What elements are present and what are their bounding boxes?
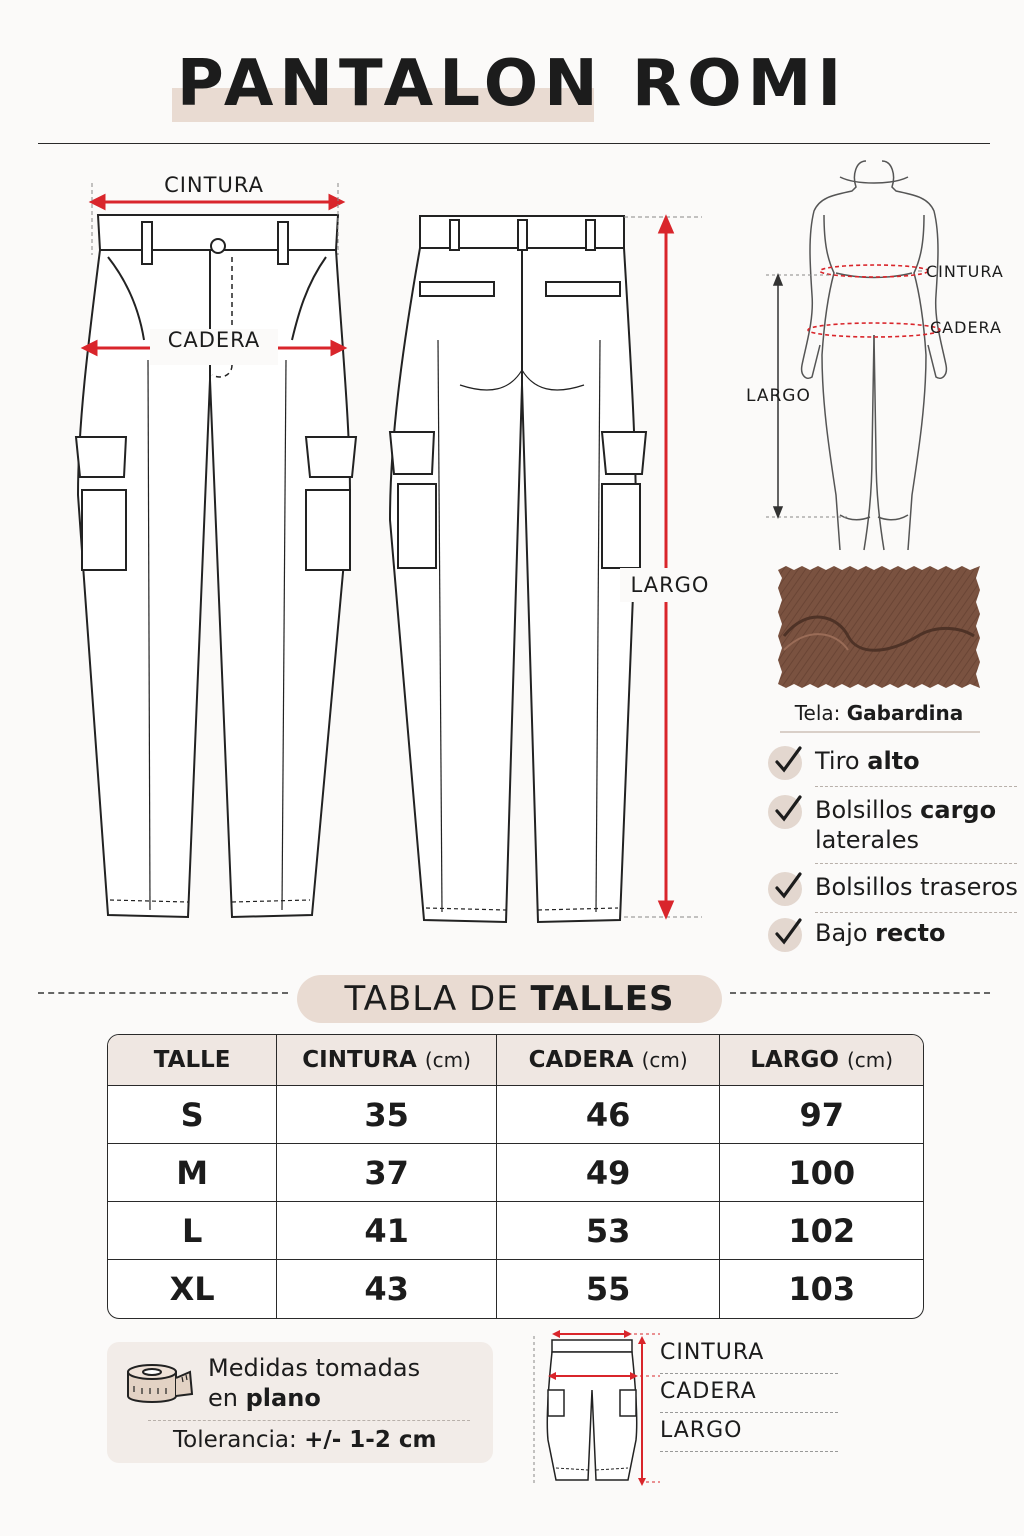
size-table-title	[297, 975, 722, 1023]
title-part-1: PANTALON	[176, 47, 604, 121]
section-divider-left	[38, 992, 288, 994]
waist-cell: 43	[277, 1260, 497, 1318]
table-title-bold: TALLES	[530, 979, 675, 1019]
measuring-tape-icon	[120, 1356, 196, 1412]
mini-label-divider	[660, 1373, 838, 1374]
body-figure-drawing	[740, 155, 1024, 555]
feature-text: Bajo recto	[815, 919, 946, 947]
size-cell: XL	[108, 1260, 277, 1318]
check-icon	[768, 872, 802, 906]
length-cell: 97	[720, 1086, 923, 1144]
fabric-swatch	[778, 566, 980, 692]
figure-hip-label: CADERA	[930, 318, 1002, 337]
column-header: TALLE	[108, 1035, 277, 1086]
note-line-1: Medidas tomadas	[208, 1354, 421, 1382]
front-view-drawing	[60, 165, 370, 945]
table-title-light: TABLA DE	[344, 979, 519, 1019]
mini-waist-label: CINTURA	[660, 1340, 765, 1365]
mini-length-label: LARGO	[660, 1418, 743, 1443]
front-hip-label: CADERA	[167, 328, 261, 352]
column-header: LARGO (cm)	[720, 1035, 923, 1086]
check-icon	[768, 746, 802, 780]
size-cell: L	[108, 1202, 277, 1260]
size-table	[107, 1034, 924, 1319]
table-header-row	[108, 1035, 923, 1086]
table-row	[108, 1144, 923, 1202]
check-icon	[768, 918, 802, 952]
feature-divider	[815, 786, 1017, 787]
hip-cell: 55	[497, 1260, 721, 1318]
back-view-drawing	[380, 200, 720, 940]
length-cell: 103	[788, 1270, 856, 1308]
mini-label-divider	[660, 1451, 838, 1452]
front-waist-label: CINTURA	[164, 173, 264, 197]
feature-text: Bolsillos cargo laterales	[815, 796, 997, 854]
mini-hip-label: CADERA	[660, 1379, 757, 1404]
size-cell: M	[108, 1144, 277, 1202]
check-icon	[768, 795, 802, 829]
figure-waist-label: CINTURA	[926, 262, 1004, 281]
title-divider	[38, 143, 990, 144]
hip-cell: 53	[497, 1202, 721, 1260]
title-part-2: ROMI	[631, 47, 848, 121]
waist-cell: 41	[277, 1202, 497, 1260]
table-row	[108, 1086, 923, 1144]
fabric-caption	[778, 700, 980, 726]
section-divider-right	[730, 992, 990, 994]
hip-cell: 49	[497, 1144, 721, 1202]
length-cell: 100	[720, 1144, 923, 1202]
table-row	[108, 1260, 923, 1318]
feature-text: Tiro alto	[815, 747, 920, 775]
page-title	[0, 44, 1024, 124]
hip-cell: 46	[497, 1086, 721, 1144]
note-divider	[148, 1420, 470, 1421]
fabric-divider	[780, 731, 980, 733]
feature-text: Bolsillos traseros	[815, 873, 1018, 901]
fabric-prefix: Tela:	[794, 701, 841, 725]
table-row	[108, 1202, 923, 1260]
note-line-2: en plano	[208, 1384, 321, 1412]
feature-divider	[815, 863, 1017, 864]
fabric-name: Gabardina	[846, 701, 964, 725]
mini-label-divider	[660, 1412, 838, 1413]
back-length-label: LARGO	[630, 573, 710, 597]
tolerance-text: Tolerancia: +/- 1-2 cm	[173, 1427, 437, 1453]
mini-pants-diagram	[530, 1330, 660, 1490]
column-header: CINTURA (cm)	[277, 1035, 497, 1086]
length-cell: 102	[720, 1202, 923, 1260]
size-cell: S	[108, 1086, 277, 1144]
waist-cell: 37	[277, 1144, 497, 1202]
column-header: CADERA (cm)	[497, 1035, 721, 1086]
waist-cell: 35	[277, 1086, 497, 1144]
feature-divider	[815, 912, 1017, 913]
figure-length-label: LARGO	[746, 386, 811, 406]
